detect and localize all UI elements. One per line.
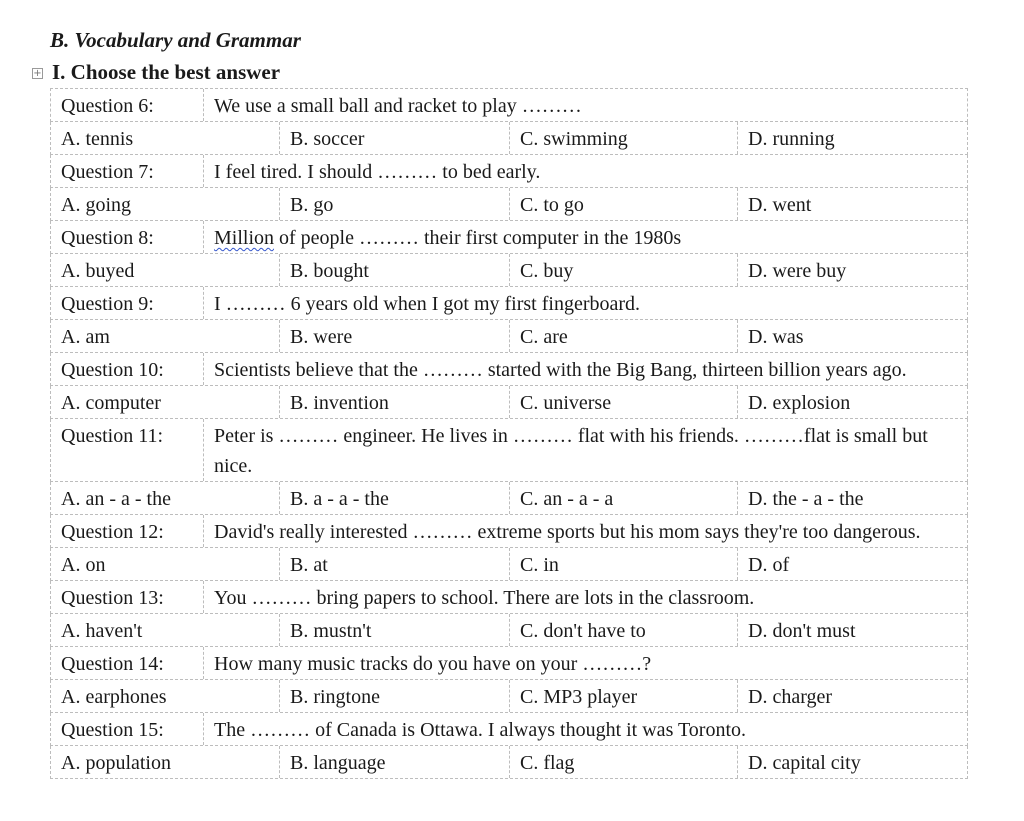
option-a[interactable]: A. am [61,326,110,348]
option-c[interactable]: C. buy [509,254,737,286]
option-c[interactable]: C. MP3 player [509,680,737,712]
question-row [50,155,968,188]
question-row [50,419,968,482]
question-text: You ……… bring papers to school. There are lots in the classroom. [203,581,967,613]
question-row [50,647,968,680]
question-text [203,221,967,253]
question-number: Question 7: [61,161,154,183]
question-text: David's really interested ……… extreme sports but his mom says they're too dangerous. [203,515,967,547]
option-b[interactable]: B. mustn't [279,614,509,646]
question-text-rest: of people ……… their first computer in the 1980s [274,227,682,249]
option-a[interactable]: A. an - a - the [61,488,171,510]
question-number: Question 13: [61,587,164,609]
option-b[interactable]: B. soccer [279,122,509,154]
option-d[interactable]: D. went [737,188,969,220]
option-b[interactable]: B. at [279,548,509,580]
option-a[interactable]: A. on [61,554,106,576]
question-row [50,221,968,254]
options-row [50,680,968,713]
question-text: We use a small ball and racket to play ……… [203,89,967,121]
question-text: Scientists believe that the ……… started with the Big Bang, thirteen billion years ago. [203,353,967,385]
question-text: How many music tracks do you have on your ………? [203,647,967,679]
options-row [50,122,968,155]
option-a[interactable]: A. going [61,194,131,216]
option-b[interactable]: B. language [279,746,509,778]
option-c[interactable]: C. flag [509,746,737,778]
option-b[interactable]: B. bought [279,254,509,286]
question-table [50,88,968,779]
option-d[interactable]: D. the - a - the [737,482,969,514]
options-row [50,482,968,515]
question-number: Question 10: [61,359,164,381]
option-c[interactable]: C. are [509,320,737,352]
option-a[interactable]: A. computer [61,392,161,414]
option-a[interactable]: A. haven't [61,620,143,642]
question-text: The ……… of Canada is Ottawa. I always thought it was Toronto. [203,713,967,745]
question-number: Question 6: [61,95,154,117]
question-number: Question 14: [61,653,164,675]
option-a[interactable]: A. population [61,752,171,774]
option-a[interactable]: A. buyed [61,260,135,282]
question-number: Question 8: [61,227,154,249]
option-b[interactable]: B. a - a - the [279,482,509,514]
spellcheck-word: Million [214,227,275,249]
question-number: Question 11: [61,425,164,447]
option-b[interactable]: B. invention [279,386,509,418]
part-title: I. Choose the best answer [52,60,281,84]
option-b[interactable]: B. ringtone [279,680,509,712]
option-b[interactable]: B. were [279,320,509,352]
option-c[interactable]: C. an - a - a [509,482,737,514]
option-d[interactable]: D. of [737,548,969,580]
option-d[interactable]: D. capital city [737,746,969,778]
option-c[interactable]: C. swimming [509,122,737,154]
option-d[interactable]: D. charger [737,680,969,712]
option-d[interactable]: D. was [737,320,969,352]
option-a[interactable]: A. earphones [61,686,167,708]
question-row [50,353,968,386]
question-row [50,713,968,746]
question-number: Question 9: [61,293,154,315]
option-a[interactable]: A. tennis [61,128,134,150]
option-d[interactable]: D. don't must [737,614,969,646]
table-move-handle-icon[interactable]: + [33,68,42,79]
options-row [50,254,968,287]
question-number: Question 15: [61,719,164,741]
options-row [50,188,968,221]
question-text: Peter is ……… engineer. He lives in ……… flat with his friends. ………flat is small but nice. [203,419,967,481]
question-row [50,88,968,122]
question-row [50,581,968,614]
options-row [50,746,968,779]
option-c[interactable]: C. in [509,548,737,580]
question-row [50,287,968,320]
option-c[interactable]: C. don't have to [509,614,737,646]
option-d[interactable]: D. were buy [737,254,969,286]
question-number: Question 12: [61,521,164,543]
option-b[interactable]: B. go [279,188,509,220]
options-row [50,548,968,581]
section-title: B. Vocabulary and Grammar [50,28,301,52]
option-c[interactable]: C. universe [509,386,737,418]
question-text: I ……… 6 years old when I got my first fingerboard. [203,287,967,319]
options-row [50,614,968,647]
option-c[interactable]: C. to go [509,188,737,220]
options-row [50,320,968,353]
option-d[interactable]: D. running [737,122,969,154]
options-row [50,386,968,419]
option-d[interactable]: D. explosion [737,386,969,418]
question-text: I feel tired. I should ……… to bed early. [203,155,967,187]
question-row [50,515,968,548]
